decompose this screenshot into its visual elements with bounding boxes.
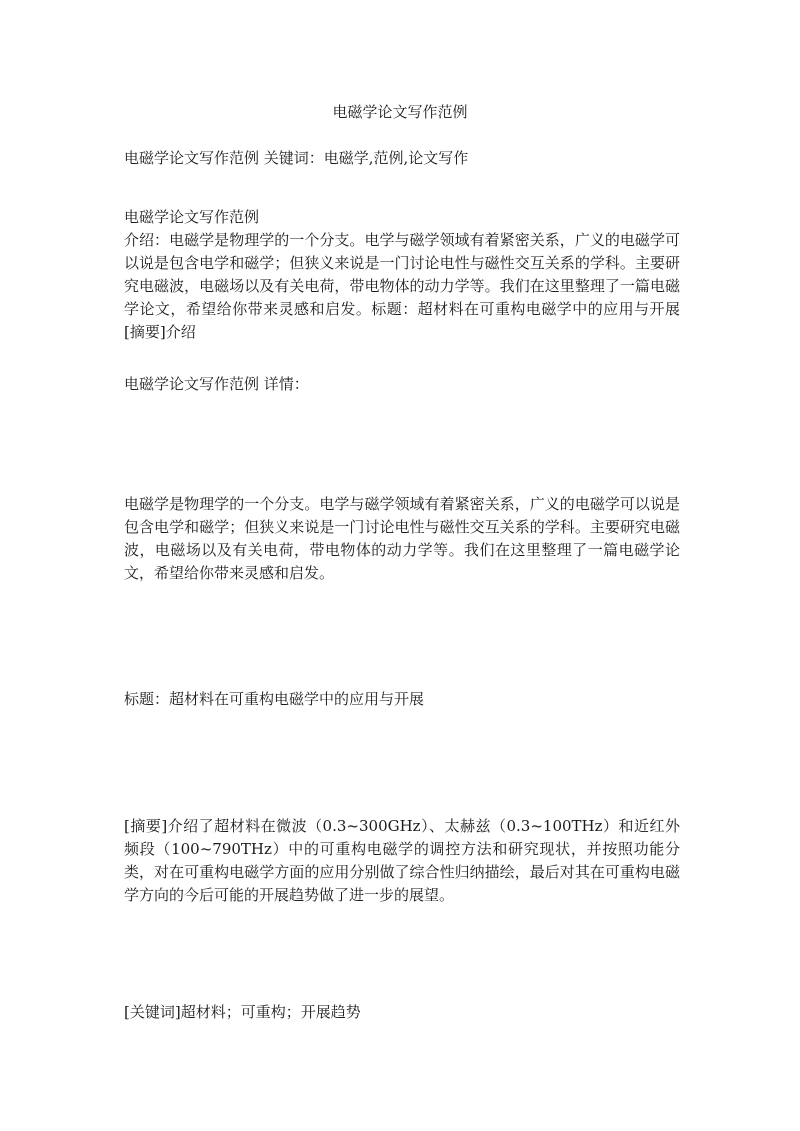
paper-title: 标题：超材料在可重构电磁学中的应用与开展: [124, 690, 425, 708]
document-title: 电磁学论文写作范例: [332, 103, 468, 121]
summary-heading: 电磁学论文写作范例: [124, 208, 260, 226]
paper-keywords: [关键词]超材料；可重构；开展趋势: [124, 1003, 361, 1021]
keywords-line: 电磁学论文写作范例 关键词：电磁学,范例,论文写作: [124, 149, 469, 167]
summary-section: [124, 206, 680, 344]
details-heading: 电磁学论文写作范例 详情：: [124, 375, 309, 393]
summary-text: 介绍：电磁学是物理学的一个分支。电学与磁学领域有着紧密关系，广义的电磁学可以说是包含电学和磁学；但狭义来说是一门讨论电性与磁性交互关系的学科。主要研究电磁波，电磁场以及有关电荷，带电物体的动力学等。我们在这里整理了一篇电磁学论文，希望给你带来灵感和启发。标题：超材料在可重构电磁学中的应用与开展[摘要]介绍: [124, 231, 680, 341]
abstract-paragraph: [摘要]介绍了超材料在微波（0.3~300GHz）、太赫兹（0.3~100THz）和近红外频段（100~790THz）中的可重构电磁学的调控方法和研究现状，并按照功能分类，对在可重构电磁学方面的应用分别做了综合性归纳描绘，最后对其在可重构电磁学方向的今后可能的开展趋势做了进一步的展望。: [124, 817, 680, 904]
intro-paragraph: 电磁学是物理学的一个分支。电学与磁学领域有着紧密关系，广义的电磁学可以说是包含电学和磁学；但狭义来说是一门讨论电性与磁性交互关系的学科。主要研究电磁波，电磁场以及有关电荷，带电物体的动力学等。我们在这里整理了一篇电磁学论文，希望给你带来灵感和启发。: [124, 495, 680, 582]
